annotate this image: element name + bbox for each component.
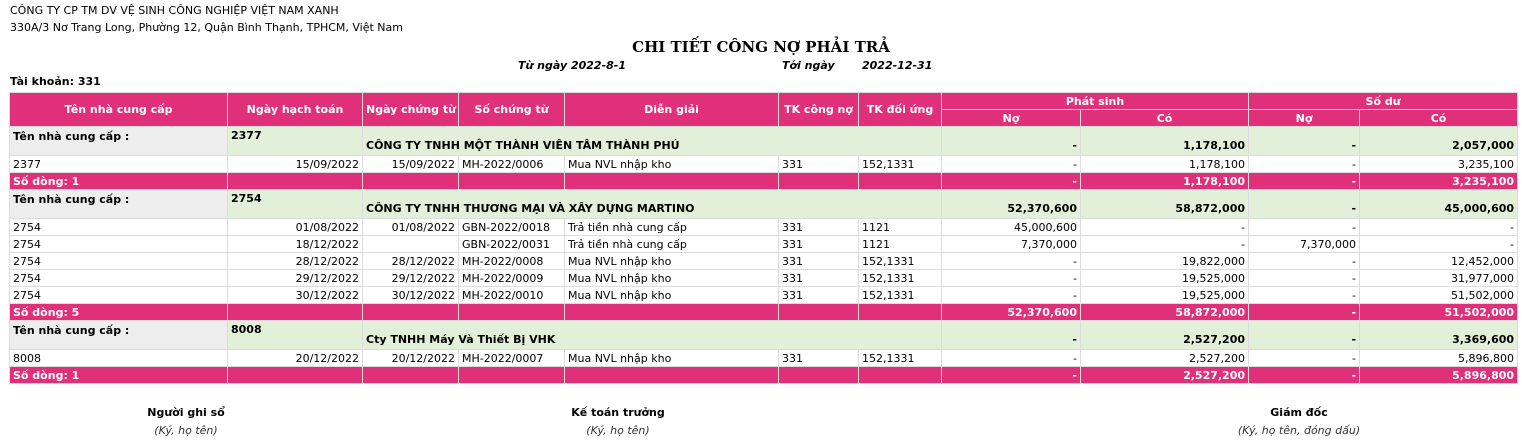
supplier-group-arising-debit: - (942, 321, 1081, 350)
cell-posting-date: 28/12/2022 (228, 253, 363, 270)
cell-debt-account: 331 (779, 350, 859, 367)
cell-arising-debit: - (942, 270, 1081, 287)
cell-balance-debit: - (1249, 270, 1360, 287)
cell-debt-account: 331 (779, 270, 859, 287)
group-total-row (10, 367, 1518, 384)
cell-contra-account: 1121 (859, 236, 942, 253)
cell-balance-debit: 7,370,000 (1249, 236, 1360, 253)
supplier-group-row (10, 127, 1518, 156)
cell-arising-credit: 19,525,000 (1081, 270, 1249, 287)
company-name: CÔNG TY CP TM DV VỆ SINH CÔNG NGHIỆP VIỆT NAM XANH (10, 4, 339, 17)
supplier-group-label: Tên nhà cung cấp : (10, 321, 228, 350)
supplier-group-arising-credit: 58,872,000 (1081, 190, 1249, 219)
cell-doc-no: MH-2022/0010 (459, 287, 565, 304)
cell-contra-account: 152,1331 (859, 350, 942, 367)
cell-posting-date: 01/08/2022 (228, 219, 363, 236)
company-address: 330A/3 Nơ Trang Long, Phường 12, Quận Bình Thạnh, TPHCM, Việt Nam (10, 21, 403, 34)
cell-debt-account: 331 (779, 253, 859, 270)
group-total-balance-debit: - (1249, 173, 1360, 190)
supplier-group-balance-debit: - (1249, 321, 1360, 350)
group-total-arising-credit: 58,872,000 (1081, 304, 1249, 321)
cell-doc-no: MH-2022/0006 (459, 156, 565, 173)
col-posting-date: Ngày hạch toán (228, 93, 363, 127)
table-row (10, 253, 1518, 270)
cell-contra-account: 1121 (859, 219, 942, 236)
cell-contra-account: 152,1331 (859, 156, 942, 173)
group-total-empty (363, 173, 459, 190)
cell-supplier-code: 2754 (10, 219, 228, 236)
cell-doc-date: 15/09/2022 (363, 156, 459, 173)
col-description: Diễn giải (565, 93, 779, 127)
cell-arising-credit: 2,527,200 (1081, 350, 1249, 367)
cell-description: Mua NVL nhập kho (565, 253, 779, 270)
cell-contra-account: 152,1331 (859, 253, 942, 270)
signature-chief-accountant (468, 406, 768, 437)
table-row (10, 350, 1518, 367)
cell-supplier-code: 2754 (10, 270, 228, 287)
cell-supplier-code: 2754 (10, 287, 228, 304)
cell-posting-date: 30/12/2022 (228, 287, 363, 304)
cell-debt-account: 331 (779, 156, 859, 173)
group-total-arising-debit: 52,370,600 (942, 304, 1081, 321)
account-label: Tài khoản: 331 (10, 75, 101, 88)
supplier-group-balance-debit: - (1249, 190, 1360, 219)
supplier-group-row (10, 190, 1518, 219)
col-supplier: Tên nhà cung cấp (10, 93, 228, 127)
cell-arising-credit: 1,178,100 (1081, 156, 1249, 173)
group-total-arising-credit: 2,527,200 (1081, 367, 1249, 384)
supplier-group-balance-credit: 3,369,600 (1360, 321, 1518, 350)
cell-arising-credit: - (1081, 236, 1249, 253)
col-doc-date: Ngày chứng từ (363, 93, 459, 127)
group-total-empty (228, 304, 363, 321)
group-total-empty (228, 367, 363, 384)
signature-director-hint: (Ký, họ tên, đóng dấu) (1237, 424, 1361, 437)
to-date-label: Tới ngày (782, 59, 835, 72)
cell-doc-no: GBN-2022/0031 (459, 236, 565, 253)
group-total-empty (859, 367, 942, 384)
signature-chief-hint: (Ký, họ tên) (586, 424, 650, 437)
cell-doc-no: MH-2022/0009 (459, 270, 565, 287)
cell-arising-debit: - (942, 156, 1081, 173)
group-total-empty (859, 173, 942, 190)
supplier-group-arising-credit: 1,178,100 (1081, 127, 1249, 156)
cell-posting-date: 15/09/2022 (228, 156, 363, 173)
cell-balance-credit: - (1360, 236, 1518, 253)
group-total-empty (779, 367, 859, 384)
table-row (10, 287, 1518, 304)
cell-doc-date: 28/12/2022 (363, 253, 459, 270)
supplier-group-code: 2377 (228, 127, 363, 156)
col-debt-account: TK công nợ (779, 93, 859, 127)
supplier-group-name: Cty TNHH Máy Và Thiết Bị VHK (363, 321, 942, 350)
cell-posting-date: 18/12/2022 (228, 236, 363, 253)
cell-posting-date: 20/12/2022 (228, 350, 363, 367)
group-total-label: Số dòng: 1 (10, 173, 228, 190)
table-row (10, 270, 1518, 287)
col-balance-credit: Có (1360, 110, 1518, 127)
signature-director-role: Giám đốc (1270, 406, 1328, 419)
signature-writer (36, 406, 336, 437)
supplier-group-code: 8008 (228, 321, 363, 350)
cell-arising-credit: - (1081, 219, 1249, 236)
cell-description: Mua NVL nhập kho (565, 156, 779, 173)
cell-doc-date: 29/12/2022 (363, 270, 459, 287)
group-total-empty (459, 367, 565, 384)
signature-director (1149, 406, 1449, 437)
cell-debt-account: 331 (779, 236, 859, 253)
group-total-empty (459, 304, 565, 321)
cell-arising-debit: - (942, 350, 1081, 367)
group-total-empty (565, 173, 779, 190)
supplier-group-balance-credit: 2,057,000 (1360, 127, 1518, 156)
group-total-label: Số dòng: 1 (10, 367, 228, 384)
table-row (10, 236, 1518, 253)
cell-supplier-code: 2754 (10, 236, 228, 253)
supplier-group-balance-debit: - (1249, 127, 1360, 156)
cell-balance-credit: 12,452,000 (1360, 253, 1518, 270)
cell-balance-credit: 3,235,100 (1360, 156, 1518, 173)
cell-debt-account: 331 (779, 219, 859, 236)
supplier-group-label: Tên nhà cung cấp : (10, 190, 228, 219)
table-row (10, 156, 1518, 173)
cell-balance-credit: - (1360, 219, 1518, 236)
cell-description: Trả tiền nhà cung cấp (565, 236, 779, 253)
cell-balance-debit: - (1249, 253, 1360, 270)
cell-balance-credit: 51,502,000 (1360, 287, 1518, 304)
group-total-empty (228, 173, 363, 190)
supplier-group-balance-credit: 45,000,600 (1360, 190, 1518, 219)
to-date: 2022-12-31 (862, 59, 933, 72)
report-title: CHI TIẾT CÔNG NỢ PHẢI TRẢ (632, 38, 890, 56)
cell-doc-no: MH-2022/0007 (459, 350, 565, 367)
group-total-empty (363, 304, 459, 321)
cell-supplier-code: 2377 (10, 156, 228, 173)
group-total-row (10, 304, 1518, 321)
supplier-group-name: CÔNG TY TNHH THƯƠNG MẠI VÀ XÂY DỰNG MARTINO (363, 190, 942, 219)
cell-doc-no: GBN-2022/0018 (459, 219, 565, 236)
supplier-group-label: Tên nhà cung cấp : (10, 127, 228, 156)
cell-balance-debit: - (1249, 219, 1360, 236)
cell-arising-debit: 7,370,000 (942, 236, 1081, 253)
ledger-body (10, 127, 1518, 384)
cell-description: Trả tiền nhà cung cấp (565, 219, 779, 236)
cell-doc-date: 01/08/2022 (363, 219, 459, 236)
cell-arising-debit: - (942, 253, 1081, 270)
group-total-arising-credit: 1,178,100 (1081, 173, 1249, 190)
cell-description: Mua NVL nhập kho (565, 270, 779, 287)
group-total-empty (779, 173, 859, 190)
cell-description: Mua NVL nhập kho (565, 287, 779, 304)
cell-contra-account: 152,1331 (859, 287, 942, 304)
group-total-empty (363, 367, 459, 384)
group-total-balance-credit: 51,502,000 (1360, 304, 1518, 321)
cell-supplier-code: 2754 (10, 253, 228, 270)
group-total-balance-debit: - (1249, 304, 1360, 321)
col-arising-credit: Có (1081, 110, 1249, 127)
cell-arising-debit: - (942, 287, 1081, 304)
cell-doc-date (363, 236, 459, 253)
group-total-balance-debit: - (1249, 367, 1360, 384)
group-total-empty (565, 304, 779, 321)
supplier-group-arising-debit: - (942, 127, 1081, 156)
signature-writer-role: Người ghi sổ (147, 406, 225, 419)
col-arising-debit: Nợ (942, 110, 1081, 127)
cell-arising-credit: 19,822,000 (1081, 253, 1249, 270)
col-arising: Phát sinh (942, 93, 1249, 110)
cell-debt-account: 331 (779, 287, 859, 304)
cell-posting-date: 29/12/2022 (228, 270, 363, 287)
cell-doc-date: 30/12/2022 (363, 287, 459, 304)
group-total-empty (459, 173, 565, 190)
from-date: Từ ngày 2022-8-1 (518, 59, 627, 72)
cell-doc-no: MH-2022/0008 (459, 253, 565, 270)
group-total-empty (565, 367, 779, 384)
ledger-table (9, 92, 1518, 384)
cell-balance-debit: - (1249, 287, 1360, 304)
supplier-group-code: 2754 (228, 190, 363, 219)
signature-chief-role: Kế toán trưởng (571, 406, 665, 419)
group-total-arising-debit: - (942, 173, 1081, 190)
cell-balance-credit: 5,896,800 (1360, 350, 1518, 367)
signature-writer-hint: (Ký, họ tên) (154, 424, 218, 437)
group-total-empty (779, 304, 859, 321)
cell-arising-credit: 19,525,000 (1081, 287, 1249, 304)
cell-supplier-code: 8008 (10, 350, 228, 367)
group-total-empty (859, 304, 942, 321)
supplier-group-arising-credit: 2,527,200 (1081, 321, 1249, 350)
supplier-group-arising-debit: 52,370,600 (942, 190, 1081, 219)
cell-balance-debit: - (1249, 156, 1360, 173)
group-total-label: Số dòng: 5 (10, 304, 228, 321)
cell-description: Mua NVL nhập kho (565, 350, 779, 367)
col-contra-account: TK đối ứng (859, 93, 942, 127)
table-row (10, 219, 1518, 236)
col-balance-debit: Nợ (1249, 110, 1360, 127)
group-total-balance-credit: 5,896,800 (1360, 367, 1518, 384)
col-balance: Số dư (1249, 93, 1518, 110)
supplier-group-name: CÔNG TY TNHH MỘT THÀNH VIÊN TÂM THÀNH PHÚ (363, 127, 942, 156)
cell-contra-account: 152,1331 (859, 270, 942, 287)
supplier-group-row (10, 321, 1518, 350)
group-total-balance-credit: 3,235,100 (1360, 173, 1518, 190)
cell-balance-credit: 31,977,000 (1360, 270, 1518, 287)
col-doc-no: Số chứng từ (459, 93, 565, 127)
cell-balance-debit: - (1249, 350, 1360, 367)
cell-arising-debit: 45,000,600 (942, 219, 1081, 236)
cell-doc-date: 20/12/2022 (363, 350, 459, 367)
group-total-row (10, 173, 1518, 190)
group-total-arising-debit: - (942, 367, 1081, 384)
